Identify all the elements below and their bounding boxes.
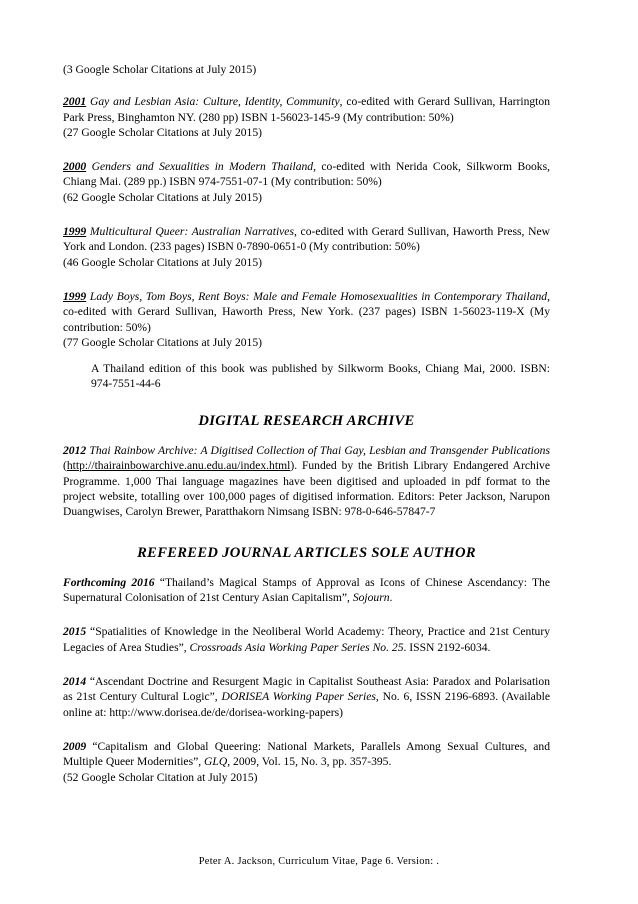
entry-details: , co-edited with Gerard Sullivan, Haworth Press, New York and London. (233 pages) ISBN 0-7890-0651-0 (My contribution: 50%) [63,225,551,254]
article-entry: Forthcoming 2016 “Thailand’s Magical Stamps of Approval as Icons of Chinese Ascendancy: The Supernatural Colonisation of 21st Century Asian Capitalism”, Sojourn. [63,575,550,605]
journal-name: Sojourn [352,591,390,605]
entry-details: , co-edited with Gerard Sullivan, Haworth Press, New York. (237 pages) ISBN 1-56023-119-X (My contribution: 50%) [63,289,550,334]
archive-entry: 2012 Thai Rainbow Archive: A Digitised Collection of Thai Gay, Lesbian and Transgender Publications (http://thairainbowarchive.anu.edu.au/index.html). Funded by the British Library Endangered Archive Programme. 1,000 Thai language magazines have been digitised and uploaded in pdf format to the project website, totalling over 100,000 pages of digitised information. Editors: Peter Jackson, Narupon Duangwises, Carolyn Brewer, Paratthakorn Nimsang ISBN: 978-0-646-57847-7 [63,444,550,519]
article-title: “Ascendant Doctrine and Resurgent Magic in Capitalist Southeast Asia: Paradox and Polarisation as 21st Century Cultural Logic”, [63,675,550,704]
entry-year: 2015 [63,625,87,639]
entry-citations: (62 Google Scholar Citations at July 2015) [63,190,263,204]
entry-year: 1999 [63,289,87,303]
entry-year: Forthcoming 2016 [63,575,155,589]
entry-year: 2001 [63,95,87,109]
section-heading-refereed-articles: REFEREED JOURNAL ARTICLES SOLE AUTHOR [137,544,476,561]
entry-title: Gay and Lesbian Asia: Culture, Identity, Community [90,95,340,109]
book-entry [63,159,550,205]
entry-citations: (52 Google Scholar Citation at July 2015) [63,770,258,784]
article-entry: 2009 “Capitalism and Global Queering: National Markets, Parallels Among Sexual Cultures, and Multiple Queer Modernities”, GLQ, 2009, Vol. 15, No. 3, pp. 357-395. (52 Google Scholar Citation at July 2015) [63,739,550,784]
edition-note: A Thailand edition of this book was published by Silkworm Books, Chiang Mai, 2000. ISBN: 974-7551-44-6 [91,362,550,391]
section-heading-digital-archive: DIGITAL RESEARCH ARCHIVE [198,412,415,429]
article-title: “Spatialities of Knowledge in the Neoliberal World Academy: Theory, Practice and 21st Century Legacies of Area Studies”, [63,625,550,654]
entry-details: , co-edited with Gerard Sullivan, Harrington Park Press, Binghamton NY. (280 pp) ISBN 1-56023-145-9 (My contribution: 50%) [63,95,550,124]
entry-title: Thai Rainbow Archive: A Digitised Collection of Thai Gay, Lesbian and Transgender Publications [89,444,550,458]
entry-year: 1999 [63,225,87,239]
journal-name: GLQ [204,755,228,769]
article-title: “Thailand’s Magical Stamps of Approval as Icons of Chinese Ascendancy: The Supernatural Colonisation of 21st Century Asian Capitalism”, [63,575,550,605]
page-footer: Peter A. Jackson, Curriculum Vitae, Page 6. Version: . [198,856,440,867]
article-entry: 2014 “Ascendant Doctrine and Resurgent Magic in Capitalist Southeast Asia: Paradox and Polarisation as 21st Century Cultural Logic”, DORISEA Working Paper Series, No. 6, ISSN 2196-6893. (Available online at: http://www.dorisea.de/de/dorisea-working-papers) [63,675,550,719]
archive-link[interactable]: http://thairainbowarchive.anu.edu.au/index.html [66,459,291,473]
entry-details: ). Funded by the British Library Endangered Archive Programme. 1,000 Thai language magazines have been digitised and uploaded in pdf format to the project website, totalling over 100,000 pages of digitised information. Editors: Peter Jackson, Narupon Duangwises, Carolyn Brewer, Paratthakorn Nimsang ISBN: 978-0-646-57847-7 [63,459,550,519]
entry-title: Genders and Sexualities in Modern Thailand [91,160,314,174]
entry-year: 2014 [63,675,87,689]
entry-year: 2012 [63,444,87,458]
article-entry: 2015 “Spatialities of Knowledge in the Neoliberal World Academy: Theory, Practice and 21st Century Legacies of Area Studies”, Crossroads Asia Working Paper Series No. 25. ISSN 2192-6034. [63,625,550,654]
journal-name: DORISEA Working Paper Series [221,690,376,704]
book-entry [63,224,550,270]
cv-page [63,62,550,804]
entry-title: Multicultural Queer: Australian Narratives [89,225,294,239]
article-title: “Capitalism and Global Queering: National Markets, Parallels Among Sexual Cultures, and Multiple Queer Modernities”, [63,739,550,769]
entry-title: Lady Boys, Tom Boys, Rent Boys: Male and Female Homosexualities in Contemporary Thailand [89,289,548,303]
entry-details: , co-edited with Nerida Cook, Silkworm Books, Chiang Mai. (289 pp.) ISBN 974-7551-07-1 (My contribution: 50%) [63,160,550,189]
entry-citations: (46 Google Scholar Citations at July 2015) [63,255,263,269]
citation-note: (3 Google Scholar Citations at July 2015) [63,63,257,76]
entry-year: 2009 [63,739,87,753]
journal-name: Crossroads Asia Working Paper Series No. 25 [189,640,404,654]
entry-citations: (77 Google Scholar Citations at July 2015) [63,335,263,349]
book-entry [63,289,550,350]
entry-year: 2000 [63,160,87,174]
book-entry [63,94,550,140]
entry-citations: (27 Google Scholar Citations at July 2015) [63,125,263,139]
